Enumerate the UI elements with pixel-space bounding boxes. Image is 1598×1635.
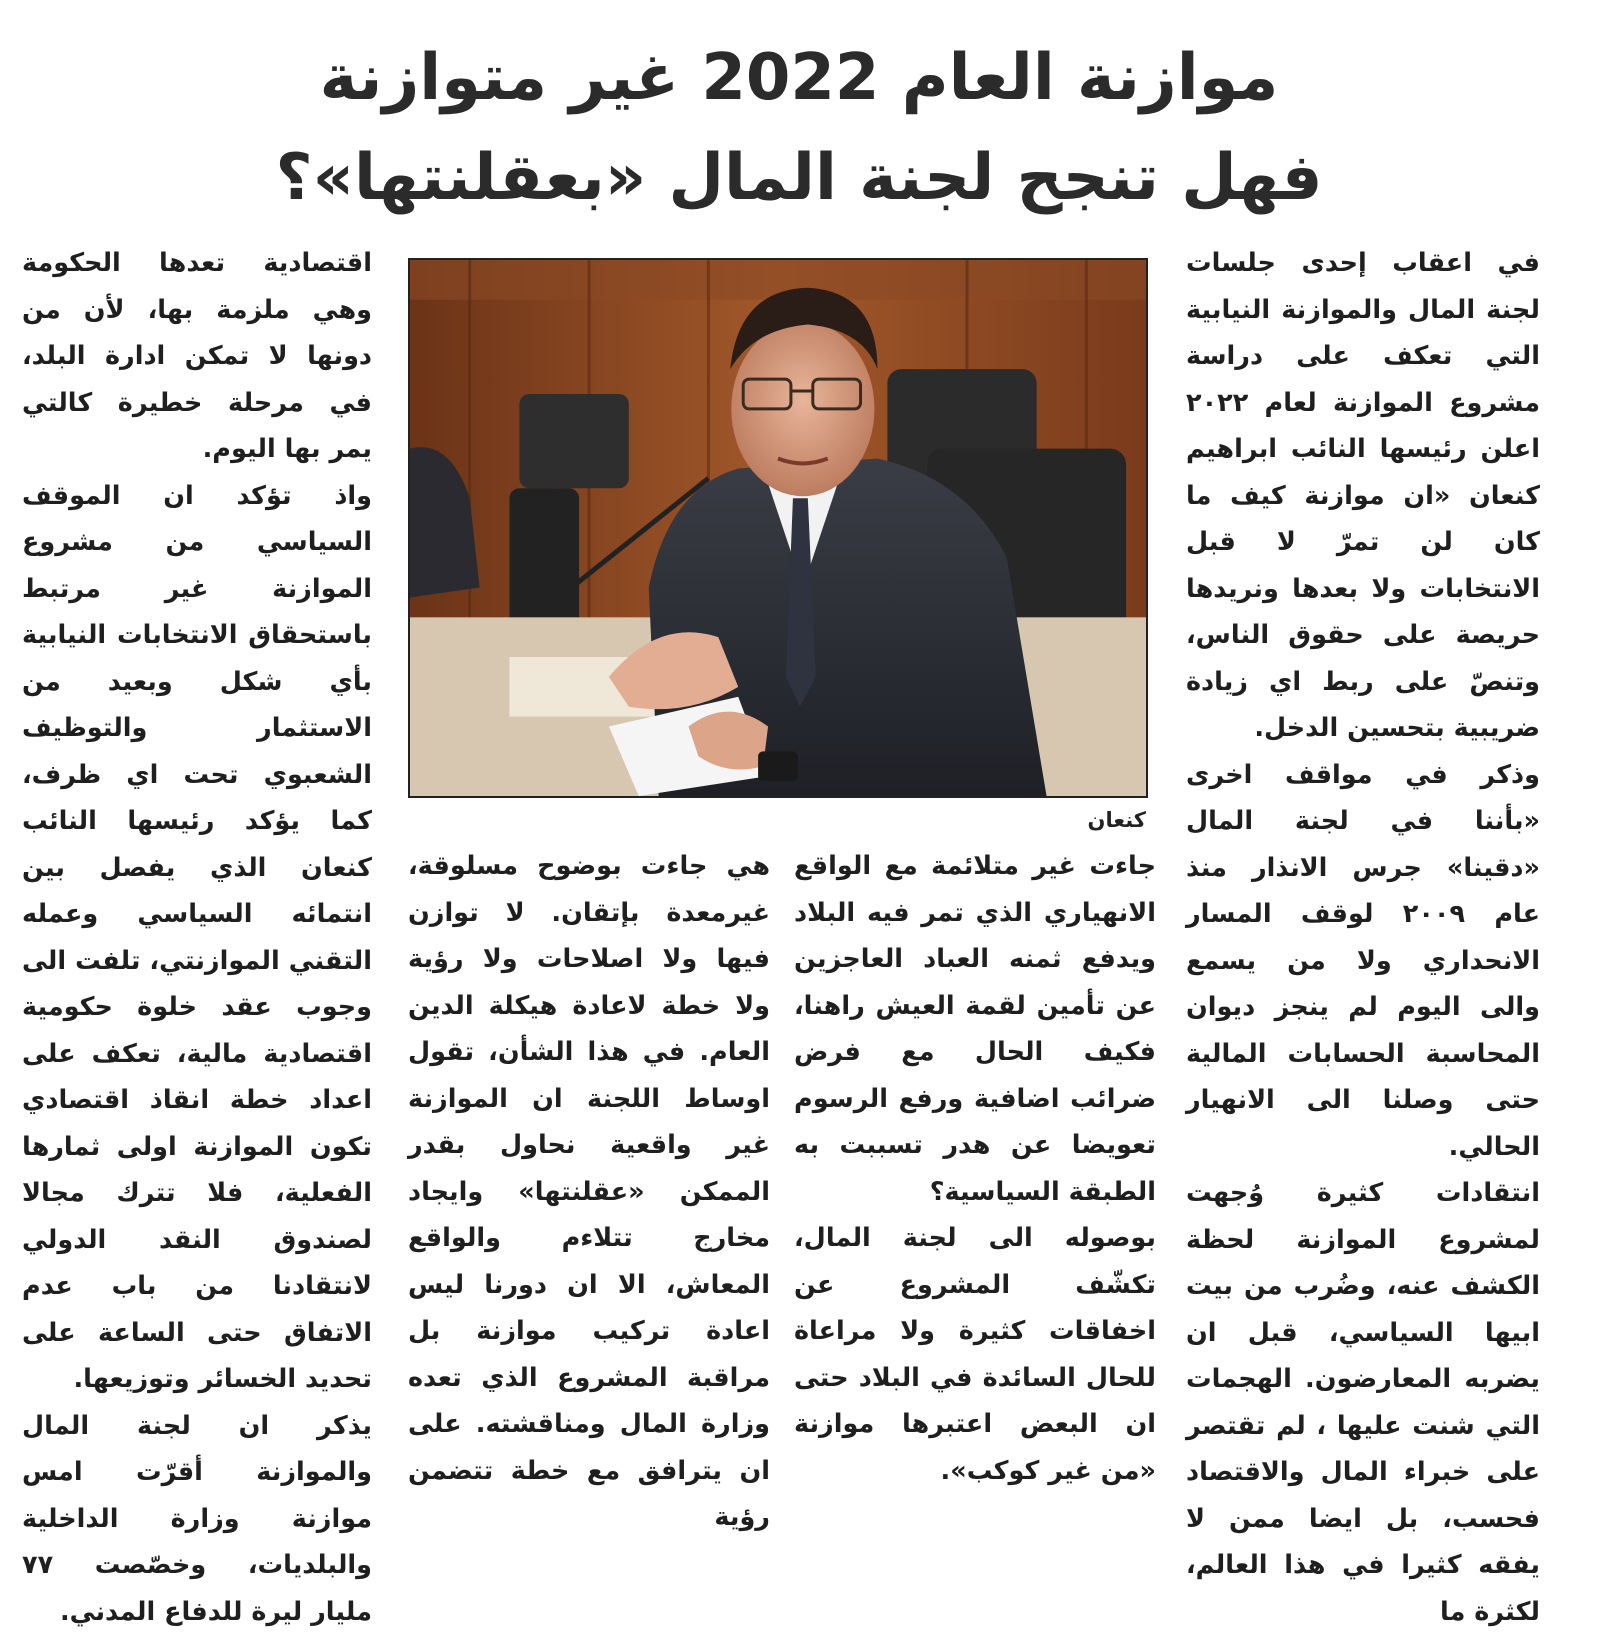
- column-2-paragraph-1: هي جاءت بوضوح مسلوقة، غيرمعدة بإتقان. لا توازن فيها ولا اصلاحات ولا رؤية ولا خطة لاعادة هيكلة الدين العام. في هذا الشأن، تقول اوساط اللجنة ان الموازنة غير واقعية نحاول بقدر الممكن «عقلنتها» وايجاد مخارج تتلاءم والواقع المعاش، الا ان دورنا ليس اعادة تركيب موازنة بل مراقبة المشروع الذي تعده وزارة المال ومناقشته. على ان يترافق مع خطة تتضمن رؤية: [408, 843, 770, 1541]
- column-4-paragraph-1: اقتصادية تعدها الحكومة وهي ملزمة بها، لأن من دونها لا تمكن ادارة البلد، في مرحلة خطيرة كالتي يمر بها اليوم.: [22, 240, 372, 473]
- column-1-paragraph-1: في اعقاب إحدى جلسات لجنة المال والموازنة النيابية التي تعكف على دراسة مشروع الموازنة لعام ٢٠٢٢ اعلن رئيسها النائب ابراهيم كنعان «ان موازنة كيف ما كان لن تمرّ لا قبل الانتخابات ولا بعدها ونريدها حريصة على حقوق الناس، وتنصّ على ربط اي زيادة ضريبية بتحسين الدخل.: [1186, 240, 1540, 752]
- column-4-paragraph-3: يذكر ان لجنة المال والموازنة أقرّت امس موازنة وزارة الداخلية والبلديات، وخصّصت ٧٧ مليار ليرة للدفاع المدني.: [22, 1403, 372, 1635]
- article-column-1: [1186, 240, 1540, 1635]
- article-photo: [408, 258, 1148, 798]
- column-4-paragraph-2: واذ تؤكد ان الموقف السياسي من مشروع الموازنة غير مرتبط باستحقاق الانتخابات النيابية بأي شكل وبعيد من الاستثمار والتوظيف الشعبوي تحت اي ظرف، كما يؤكد رئيسها النائب كنعان الذي يفصل بين انتمائه السياسي وعمله التقني الموازنتي، تلفت الى وجوب عقد خلوة حكومية اقتصادية مالية، تعكف على اعداد خطة انقاذ اقتصادي تكون الموازنة اولى ثمارها الفعلية، فلا تترك مجالا لصندوق النقد الدولي لانتقادنا من باب عدم الاتفاق حتى الساعة على تحديد الخسائر وتوزيعها.: [22, 473, 372, 1403]
- portrait-illustration: [410, 260, 1146, 796]
- photo-caption: كنعان: [1050, 808, 1146, 832]
- column-3-paragraph-1: جاءت غير متلائمة مع الواقع الانهياري الذي تمر فيه البلاد ويدفع ثمنه العباد العاجزين عن تأمين لقمة العيش راهنا، فكيف الحال مع فرض ضرائب اضافية ورفع الرسوم تعويضا عن هدر تسببت به الطبقة السياسية؟: [794, 843, 1156, 1215]
- headline-line-2: فهل تنجح لجنة المال «بعقلنتها»؟: [0, 146, 1598, 210]
- column-3-paragraph-2: بوصوله الى لجنة المال، تكشّف المشروع عن اخفاقات كثيرة ولا مراعاة للحال السائدة في البلاد حتى ان البعض اعتبرها موازنة «من غير كوكب».: [794, 1215, 1156, 1494]
- article-column-4: [22, 240, 372, 1635]
- headline-line-1: موازنة العام 2022 غير متوازنة: [0, 46, 1598, 110]
- column-1-paragraph-3: انتقادات كثيرة وُجهت لمشروع الموازنة لحظة الكشف عنه، وضُرب من بيت ابيها السياسي، قبل ان يضربه المعارضون. الهجمات التي شنت عليها ، لم تقتصر على خبراء المال والاقتصاد فحسب، بل ايضا ممن لا يفقه كثيرا في هذا العالم، لكثرة ما: [1186, 1170, 1540, 1635]
- article-column-2: [408, 843, 770, 1541]
- article-column-3: [794, 843, 1156, 1494]
- column-1-paragraph-2: وذكر في مواقف اخرى «بأننا في لجنة المال «دقينا» جرس الانذار منذ عام ٢٠٠٩ لوقف المسار الانحداري ولا من يسمع والى اليوم لم ينجز ديوان المحاسبة الحسابات المالية حتى وصلنا الى الانهيار الحالي.: [1186, 752, 1540, 1171]
